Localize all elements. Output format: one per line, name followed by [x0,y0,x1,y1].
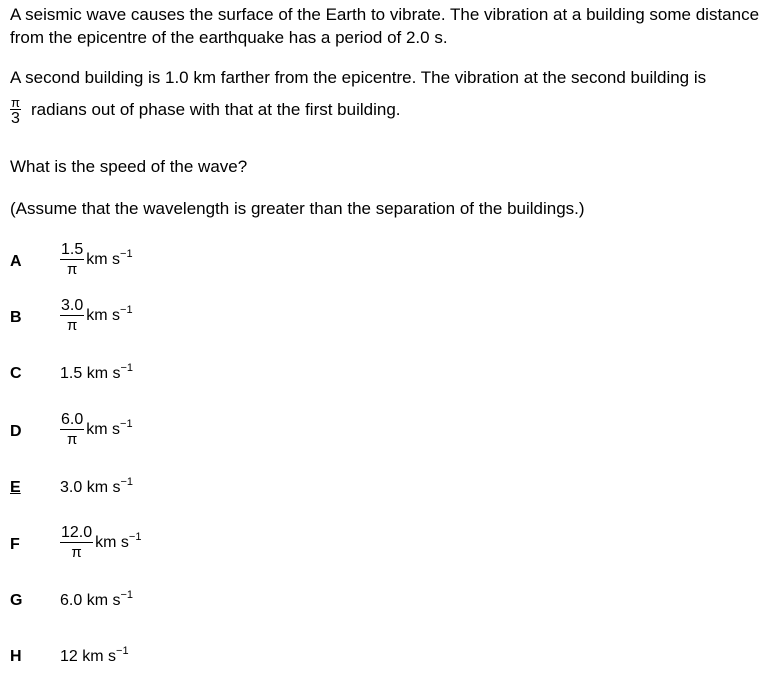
option-denominator: π [71,544,82,561]
option-unit: km s [86,421,121,438]
option-numerator: 12.0 [61,524,93,541]
option-c[interactable] [10,362,710,405]
option-unit-exponent: −1 [128,531,142,543]
option-g[interactable] [10,589,710,632]
option-letter: H [10,648,22,665]
question-paragraph-2-continued: radians out of phase with that at the first building. [31,100,401,119]
option-h[interactable] [10,645,710,672]
option-numerator: 6.0 [61,411,84,428]
option-letter: C [10,365,22,382]
option-letter: D [10,423,22,440]
question-paragraph-1: A seismic wave causes the surface of the Earth to vibrate. The vibration at a building some distance from the epicentre of the earthquake has a period of 2.0 s. [10,5,760,47]
question-prompt: What is the speed of the wave? [10,157,248,176]
option-unit-exponent: −1 [120,589,134,601]
option-unit-exponent: −1 [120,418,133,430]
option-f[interactable] [10,523,710,563]
option-unit-exponent: −1 [116,645,129,657]
option-unit-exponent: −1 [120,476,134,488]
option-e[interactable] [10,476,710,519]
option-letter: F [10,536,20,553]
option-unit: km s [95,534,129,551]
fraction-denominator: 3 [11,110,20,127]
option-denominator: π [66,317,78,334]
option-unit: km s [86,251,121,268]
option-numerator: 1.5 [61,241,84,258]
option-unit-exponent: −1 [120,304,133,316]
question-paragraph-2: A second building is 1.0 km farther from the epicentre. The vibration at the second building is [10,68,707,87]
option-numerator: 3.0 [61,297,84,314]
option-letter: E [10,479,21,496]
option-text: 1.5 km s [60,365,121,382]
fraction-numerator: π [11,95,20,110]
option-unit-exponent: −1 [120,362,134,374]
option-d[interactable] [10,410,710,450]
option-unit-exponent: −1 [120,248,133,260]
option-denominator: π [66,431,78,448]
option-letter: A [10,253,22,270]
question-assumption: (Assume that the wavelength is greater than the separation of the buildings.) [10,199,585,218]
option-text: 3.0 km s [60,479,121,496]
option-text: 12 km s [60,648,117,665]
option-letter: G [10,592,23,609]
option-denominator: π [66,261,78,278]
option-text: 6.0 km s [60,592,121,609]
pi-over-3-fraction [10,96,21,127]
option-b[interactable] [10,296,710,336]
option-letter: B [10,309,22,326]
option-a[interactable] [10,240,710,280]
option-unit: km s [86,307,121,324]
